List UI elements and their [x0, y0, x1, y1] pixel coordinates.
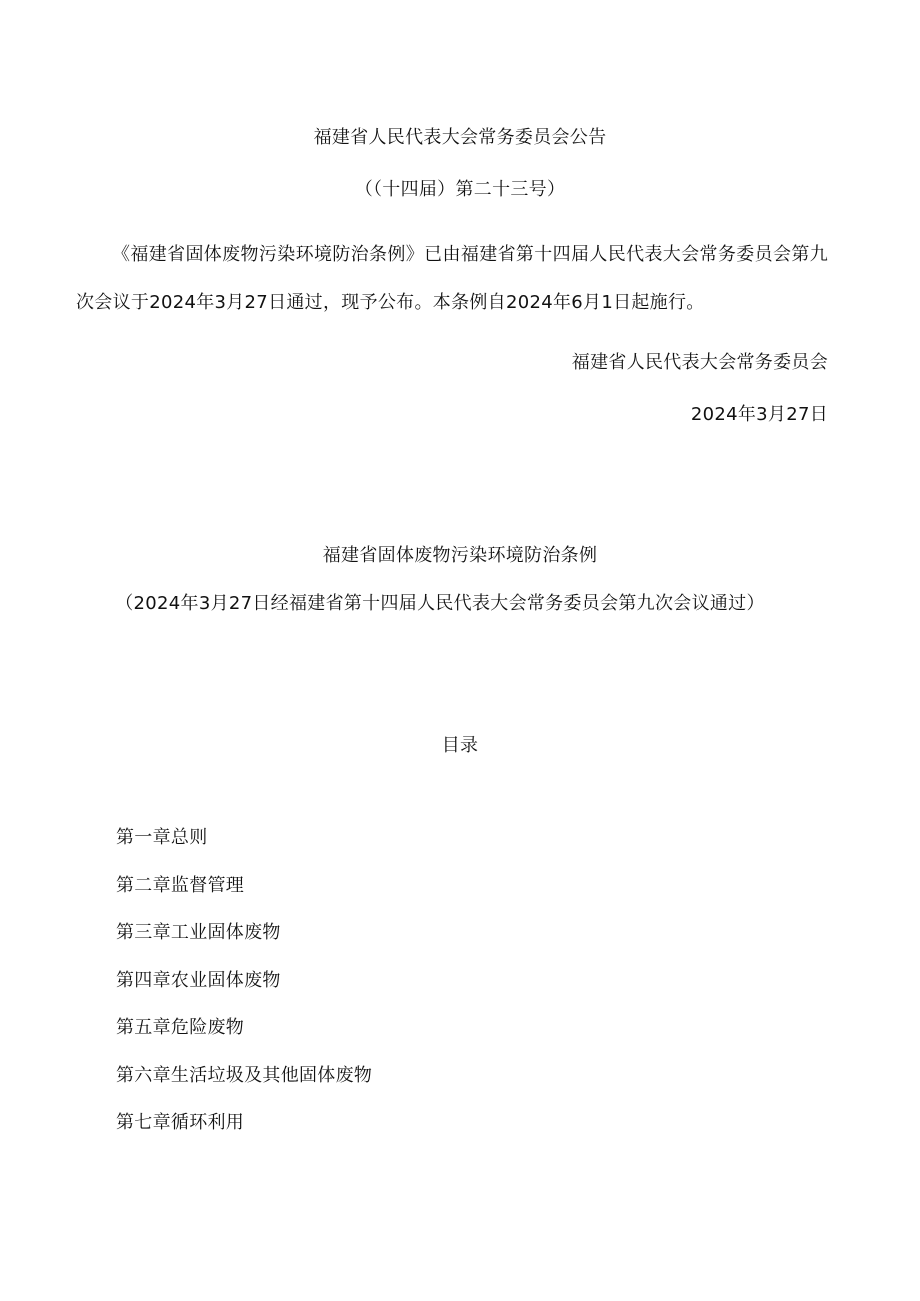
table-of-contents [116, 826, 372, 1159]
toc-heading: 目录 [441, 735, 479, 756]
notice-title: 福建省人民代表大会常务委员会公告 [313, 127, 607, 148]
notice-body-text: 《福建省固体废物污染环境防治条例》已由福建省第十四届人民代表大会常务委员会第九次会议于2024年3月27日通过，现予公布。本条例自2024年6月1日起施行。 [76, 244, 828, 313]
toc-item: 第七章循环利用 [116, 1112, 245, 1133]
notice-signatory: 福建省人民代表大会常务委员会 [571, 352, 828, 373]
toc-item: 第二章监督管理 [116, 874, 245, 896]
toc-item: 第四章农业固体废物 [116, 969, 281, 991]
toc-item: 第五章危险废物 [116, 1017, 245, 1038]
toc-item: 第六章生活垃圾及其他固体废物 [116, 1064, 373, 1086]
toc-item: 第一章总则 [116, 827, 208, 848]
notice-body [76, 231, 828, 327]
regulation-adoption-note: （2024年3月27日经福建省第十四届人民代表大会常务委员会第九次会议通过） [115, 593, 765, 614]
notice-date: 2024年3月27日 [690, 404, 828, 425]
regulation-title: 福建省固体废物污染环境防治条例 [322, 545, 598, 566]
notice-number: （（十四届）第二十三号） [354, 179, 566, 200]
toc-item: 第三章工业固体废物 [116, 922, 281, 943]
